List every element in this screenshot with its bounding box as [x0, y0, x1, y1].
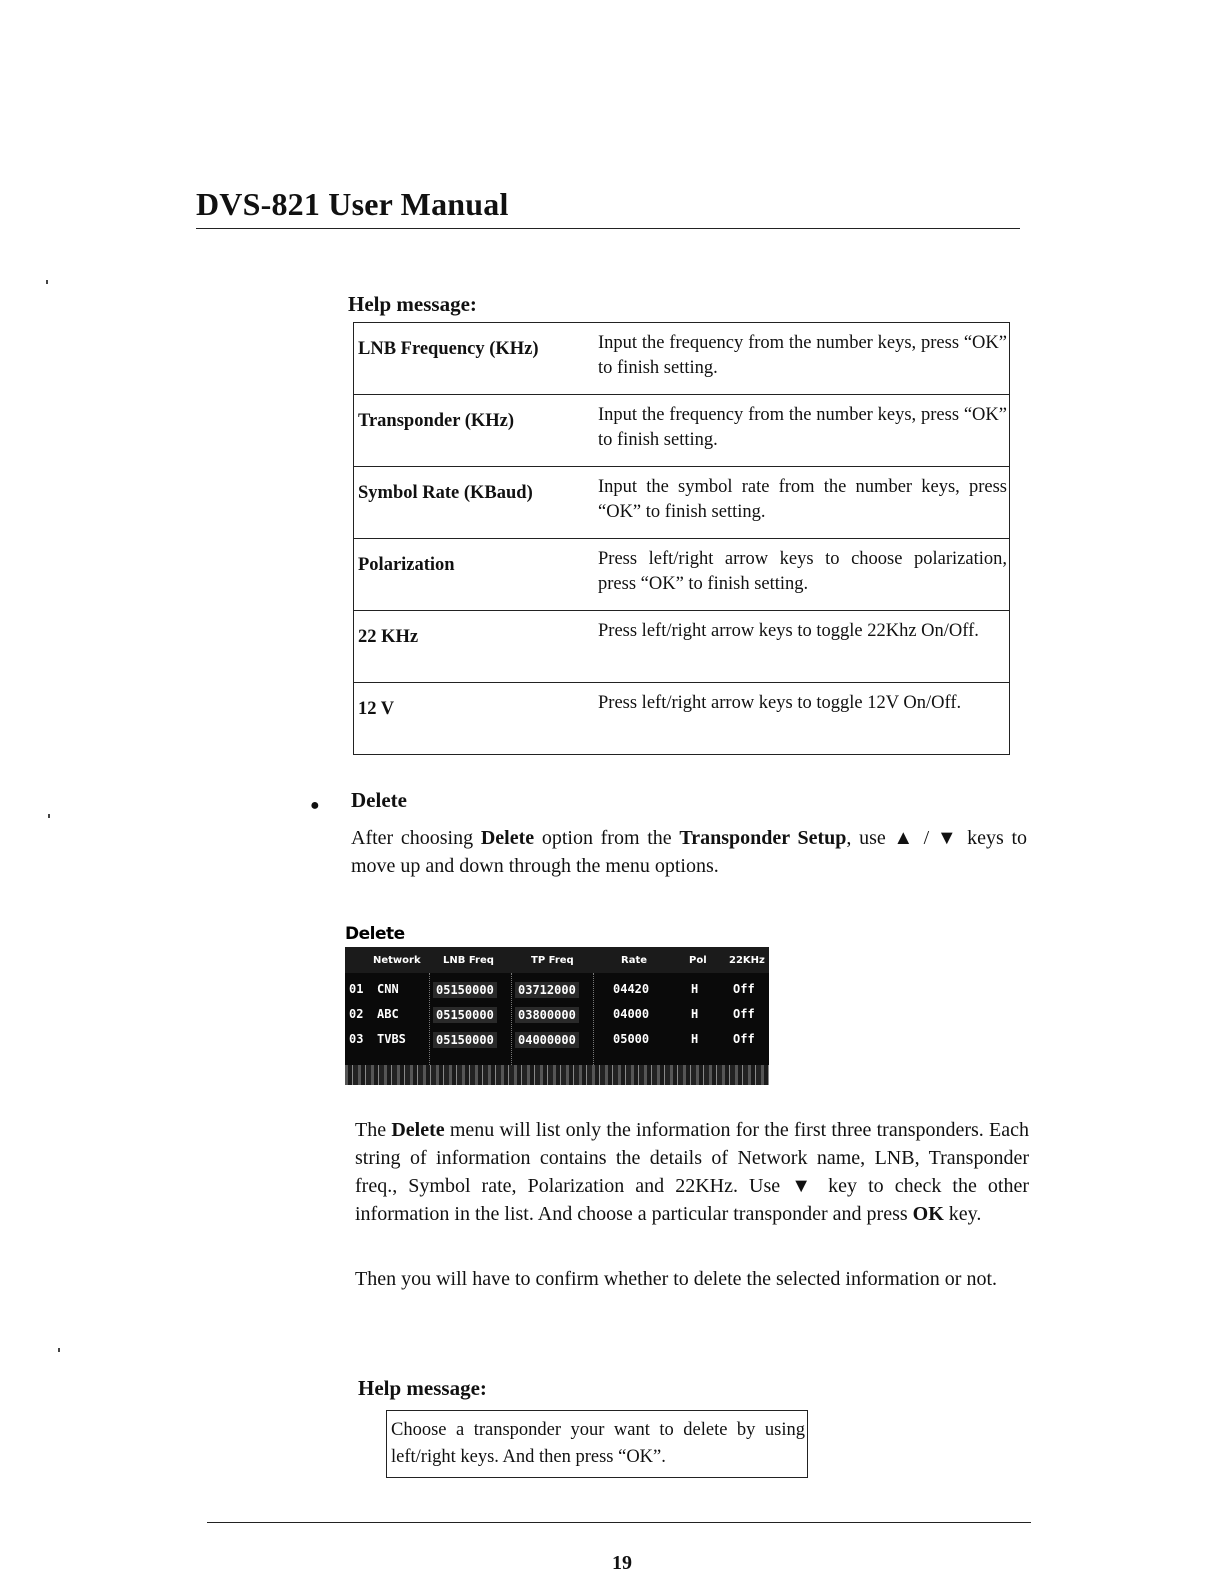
- table-row: [354, 611, 1010, 683]
- param-name: Polarization: [354, 539, 593, 611]
- confirm-paragraph: Then you will have to confirm whether to delete the selected information or not.: [355, 1268, 998, 1290]
- osd-delete-menu-screenshot: [345, 947, 769, 1085]
- param-name: 12 V: [354, 683, 593, 755]
- osd-col-22khz: 22KHz: [729, 955, 765, 966]
- header-rule: [196, 228, 1020, 229]
- osd-transponder-row[interactable]: 03 TVBS 05150000 04000000 05000 H Off: [349, 1032, 755, 1047]
- help-message-heading: Help message:: [348, 292, 477, 316]
- osd-menu-title: Delete: [345, 924, 405, 944]
- osd-col-rate: Rate: [621, 955, 648, 966]
- osd-col-tp: TP Freq: [531, 955, 574, 966]
- param-description: Input the frequency from the number keys, press “OK” to finish setting.: [592, 323, 1010, 395]
- param-description: Input the symbol rate from the number keys, press “OK” to finish setting.: [592, 467, 1010, 539]
- delete-intro-paragraph: After choosing Delete option from the Transponder Setup, use ▲ / ▼ keys to move up and down through the menu options.: [351, 827, 1027, 877]
- param-description: Input the frequency from the number keys, press “OK” to finish setting.: [592, 395, 1010, 467]
- help-message-box: Choose a transponder your want to delete by using left/right keys. And then press “OK”.: [386, 1410, 808, 1478]
- param-description: Press left/right arrow keys to choose polarization, press “OK” to finish setting.: [592, 539, 1010, 611]
- scan-mark: [46, 280, 48, 284]
- osd-help-bar: [345, 1065, 769, 1085]
- table-row: [354, 323, 1010, 395]
- param-name: Transponder (KHz): [354, 395, 593, 467]
- help-message-table: [353, 322, 1010, 755]
- osd-col-network: Network: [373, 955, 421, 966]
- table-row: [354, 539, 1010, 611]
- osd-header-row: [345, 947, 769, 973]
- section-title-delete: Delete: [351, 788, 407, 812]
- scan-mark: [48, 814, 50, 818]
- table-row: [354, 683, 1010, 755]
- param-name: 22 KHz: [354, 611, 593, 683]
- bullet-icon: ●: [310, 797, 320, 814]
- param-name: LNB Frequency (KHz): [354, 323, 593, 395]
- table-row: [354, 395, 1010, 467]
- table-row: [354, 467, 1010, 539]
- page-header-title: DVS-821 User Manual: [196, 186, 509, 222]
- param-description: Press left/right arrow keys to toggle 22Khz On/Off.: [592, 611, 1010, 683]
- param-description: Press left/right arrow keys to toggle 12V On/Off.: [592, 683, 1010, 755]
- osd-transponder-row[interactable]: 02 ABC 05150000 03800000 04000 H Off: [349, 1007, 755, 1022]
- osd-col-lnb: LNB Freq: [443, 955, 494, 966]
- param-name: Symbol Rate (KBaud): [354, 467, 593, 539]
- help-message-heading: Help message:: [358, 1376, 487, 1400]
- osd-transponder-row[interactable]: 01 CNN 05150000 03712000 04420 H Off: [349, 982, 755, 997]
- scan-mark: [58, 1348, 60, 1352]
- page-number: 19: [612, 1552, 632, 1574]
- delete-description-paragraph: The Delete menu will list only the information for the first three transponders. Each string of information contains the details of Network name, LNB, Transponder freq., Symbol rate, Polarization and 22KHz. Use ▼ key to check the other information in the list. And choose a particular transponder and press OK key.: [355, 1119, 1030, 1225]
- footer-rule: [207, 1522, 1031, 1523]
- osd-col-pol: Pol: [689, 955, 707, 966]
